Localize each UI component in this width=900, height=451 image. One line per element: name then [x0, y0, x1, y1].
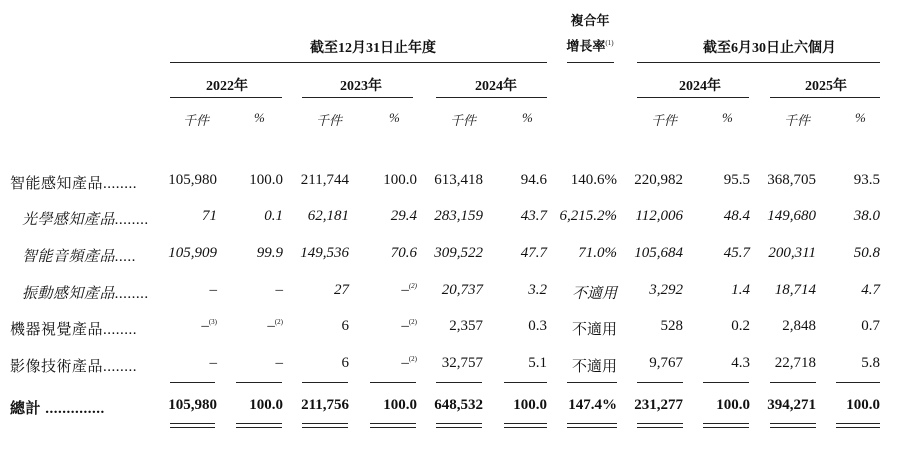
cell: 43.7 — [520, 208, 547, 224]
cell: 32,757 — [441, 355, 483, 371]
cell: – — [275, 282, 283, 298]
cell: 147.4% — [568, 397, 617, 413]
cell: 99.9 — [256, 245, 283, 261]
subtotal-rule — [504, 382, 547, 383]
row-label-smart-audio: 智能音頻產品..... — [22, 249, 137, 265]
unit-percent-2022: % — [254, 110, 265, 125]
unit-amount-2023: 千件 — [316, 113, 343, 128]
cell-with-note: –$^{(2)}$ — [401, 318, 417, 334]
subtotal-rule — [236, 382, 282, 383]
cagr-rule — [567, 62, 614, 63]
period-years-rule — [170, 62, 547, 63]
footnote-ref: (3) — [208, 318, 217, 326]
cell: 105,980 — [168, 397, 217, 413]
footnote-ref: (2) — [408, 355, 417, 363]
subtotal-rule — [703, 382, 749, 383]
cell: 648,532 — [434, 397, 483, 413]
cell: 27 — [334, 282, 349, 298]
subtotal-rule — [370, 382, 416, 383]
cagr-header — [560, 10, 620, 57]
cell: 93.5 — [853, 172, 880, 188]
cell: 4.3 — [731, 355, 750, 371]
footnote-ref: (2) — [408, 318, 417, 326]
cell: 149,536 — [300, 245, 349, 261]
cagr-header-line2: 增長率$^{(1)}$ — [566, 38, 614, 54]
footnote-ref: (2) — [274, 318, 283, 326]
cell: – — [275, 355, 283, 371]
cell: 3.2 — [528, 282, 547, 298]
subtotal-rule — [770, 382, 816, 383]
cell: 5.8 — [861, 355, 880, 371]
period-six-months-rule — [637, 62, 880, 63]
cell: 105,684 — [634, 245, 683, 261]
cell: 2,848 — [782, 318, 816, 334]
cell: 6,215.2% — [559, 208, 617, 224]
cell: 528 — [660, 318, 683, 334]
cell: 70.6 — [390, 245, 417, 261]
cell: 211,756 — [301, 397, 349, 413]
cell: 22,718 — [774, 355, 816, 371]
cell: 100.0 — [513, 397, 547, 413]
subtotal-rule — [170, 382, 215, 383]
cagr-header-line1: 複合年 — [570, 13, 610, 28]
cell: 20,737 — [441, 282, 483, 298]
cell: 0.2 — [731, 318, 750, 334]
cell: 100.0 — [716, 397, 750, 413]
cell: 100.0 — [383, 172, 417, 188]
cell-with-note: –$^{(3)}$ — [201, 318, 217, 334]
unit-percent-2024: % — [522, 110, 533, 125]
six-month-header-2024: 2024年 — [679, 79, 721, 94]
cell: 100.0 — [249, 172, 283, 188]
year-rule-2024 — [436, 97, 547, 98]
cell: 211,744 — [300, 172, 349, 188]
cell: 9,767 — [649, 355, 683, 371]
cell: 394,271 — [767, 397, 816, 413]
row-label-total: 總計 .............. — [10, 401, 105, 417]
cell-with-note: –$^{(2)}$ — [401, 282, 417, 298]
unit-amount-2022: 千件 — [183, 113, 210, 128]
cell: 95.5 — [723, 172, 750, 188]
cell: 29.4 — [390, 208, 417, 224]
cell: 62,181 — [307, 208, 349, 224]
subtotal-rule — [302, 382, 348, 383]
six-month-rule-2025 — [770, 97, 880, 98]
cell: 18,714 — [774, 282, 816, 298]
period-years-header: 截至12月31日止年度 — [310, 41, 436, 56]
cell: 3,292 — [649, 282, 683, 298]
cell: 50.8 — [853, 245, 880, 261]
cell: 1.4 — [731, 282, 750, 298]
cell: 149,680 — [767, 208, 816, 224]
cell: 不適用 — [571, 359, 617, 375]
year-header-2023: 2023年 — [340, 79, 382, 94]
six-month-rule-2024 — [637, 97, 749, 98]
unit-amount-h2024: 千件 — [651, 113, 678, 128]
cell: 71.0% — [578, 245, 617, 261]
year-rule-2023 — [302, 97, 413, 98]
cell-with-note: –$^{(2)}$ — [267, 318, 283, 334]
cell: 47.7 — [520, 245, 547, 261]
cell: 0.1 — [264, 208, 283, 224]
cell: 613,418 — [434, 172, 483, 188]
year-rule-2022 — [170, 97, 282, 98]
cell: 100.0 — [846, 397, 880, 413]
cell: 6 — [341, 318, 349, 334]
cell: 309,522 — [434, 245, 483, 261]
cell: 94.6 — [520, 172, 547, 188]
cell: 112,006 — [635, 208, 683, 224]
cell: 100.0 — [249, 397, 283, 413]
subtotal-rule — [836, 382, 880, 383]
cell: 48.4 — [723, 208, 750, 224]
cagr-footnote-ref: (1) — [605, 39, 614, 47]
cell: 4.7 — [861, 282, 880, 298]
cell: 231,277 — [634, 397, 683, 413]
row-label-vibration-sensing: 振動感知產品........ — [22, 286, 150, 302]
period-six-months-header: 截至6月30日止六個月 — [703, 41, 836, 56]
cell: 368,705 — [767, 172, 816, 188]
cell: 0.3 — [528, 318, 547, 334]
cell: 105,909 — [168, 245, 217, 261]
year-header-2024: 2024年 — [475, 79, 517, 94]
six-month-header-2025: 2025年 — [805, 79, 847, 94]
cell: 220,982 — [634, 172, 683, 188]
cell: 不適用 — [571, 286, 617, 302]
cell: 不適用 — [571, 322, 617, 338]
year-header-2022: 2022年 — [206, 79, 248, 94]
cell: – — [209, 282, 217, 298]
cell: 6 — [341, 355, 349, 371]
cell: 5.1 — [528, 355, 547, 371]
unit-amount-h2025: 千件 — [784, 113, 811, 128]
cell: – — [209, 355, 217, 371]
cell: 38.0 — [853, 208, 880, 224]
unit-percent-2023: % — [389, 110, 400, 125]
cell: 0.7 — [861, 318, 880, 334]
cell: 283,159 — [434, 208, 483, 224]
row-label-smart-sensing: 智能感知產品........ — [10, 176, 138, 192]
cell: 140.6% — [570, 172, 617, 188]
cell: 2,357 — [449, 318, 483, 334]
row-label-imaging-tech: 影像技術產品........ — [10, 359, 138, 375]
cell: 105,980 — [168, 172, 217, 188]
row-label-optical-sensing: 光學感知產品........ — [22, 212, 150, 228]
subtotal-rule — [436, 382, 482, 383]
cell: 71 — [202, 208, 217, 224]
cell: 45.7 — [723, 245, 750, 261]
footnote-ref: (2) — [408, 282, 417, 290]
cell: 200,311 — [768, 245, 816, 261]
unit-percent-h2024: % — [722, 110, 733, 125]
unit-amount-2024: 千件 — [450, 113, 477, 128]
cell-with-note: –$^{(2)}$ — [401, 355, 417, 371]
unit-percent-h2025: % — [855, 110, 866, 125]
subtotal-rule — [567, 382, 617, 383]
subtotal-rule — [637, 382, 683, 383]
row-label-machine-vision: 機器視覺產品........ — [10, 322, 138, 338]
cell: 100.0 — [383, 397, 417, 413]
